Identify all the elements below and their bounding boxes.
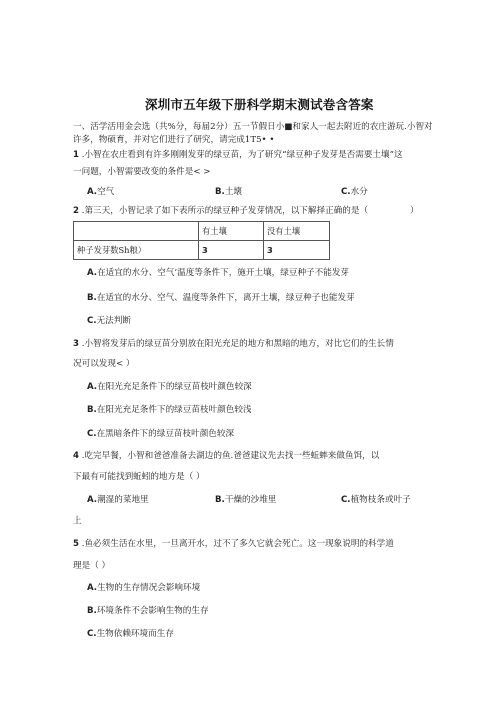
section-intro-line: 许多，物硕育，并对它们进行了研究，请完成1T5• • xyxy=(73,135,275,145)
option-letter: B. xyxy=(215,495,225,505)
page-title: 深圳市五年级下册科学期末测试卷含答案 xyxy=(145,97,374,112)
option-b xyxy=(87,292,355,304)
option-b xyxy=(215,494,276,506)
option-text: 土壊 xyxy=(224,187,243,197)
table-cell: 3 xyxy=(264,241,330,260)
question-text: .吃完早餐，小智和爸爸准备去湖边的鱼.爸爸建议先去找一些蚯蟀来做鱼饵，以 xyxy=(81,451,380,461)
question-number: 4 xyxy=(73,451,79,461)
germination-table xyxy=(73,221,330,260)
table-header-cell: 没有土壤 xyxy=(264,222,330,241)
question-2-stem xyxy=(73,205,368,217)
question-5-stem-line2: 理是（ ） xyxy=(73,561,111,571)
option-letter: B. xyxy=(215,187,225,197)
question-text: .第三天，小智记录了如下表所示的绿豆种子发芽情况，以下解择正确的是（ xyxy=(81,206,369,216)
option-text: 无法判断 xyxy=(96,316,131,326)
option-letter: A. xyxy=(87,382,98,392)
question-number: 5 xyxy=(73,539,79,549)
option-a xyxy=(87,494,149,506)
option-text: 在阳光充足条件下的绿豆苗枝叶颜色较深 xyxy=(97,382,252,392)
table-header-cell: 有土壤 xyxy=(199,222,264,241)
option-c xyxy=(341,494,411,506)
option-a xyxy=(87,381,252,393)
option-letter: A. xyxy=(87,583,98,593)
option-b xyxy=(87,605,209,617)
option-letter: C. xyxy=(87,429,97,439)
table-header-cell xyxy=(74,222,199,241)
option-letter: B. xyxy=(87,405,97,415)
section-intro-line: 一、活学活用金会选（共%分，每届2分）五一节假日小■和家人一起去附近的农庄游玩.小智对 xyxy=(73,122,433,132)
answer-paren-close: ） xyxy=(410,206,419,216)
option-text: 在适宜的水分、空气’温度等条件下，施开土壤，绿豆种子不能发芽 xyxy=(97,268,350,278)
option-letter: C. xyxy=(341,495,351,505)
table-cell: 3 xyxy=(199,241,264,260)
option-c xyxy=(341,186,368,198)
question-4-stem-line2: 下最有可能找到蚯蚓的地方是（ ） xyxy=(73,472,205,482)
question-3-stem xyxy=(73,338,394,350)
question-number: 1 xyxy=(73,150,79,160)
question-3-stem-line2: 况可以发现< ） xyxy=(73,359,135,369)
question-text: .小智在农庄看到有许多刚刚发芽的绿豆苗，为了研究“绿豆种子发芽是否需要土壤”这 xyxy=(81,150,403,160)
option-letter: A. xyxy=(87,495,98,505)
question-text: .鱼必须生活在水里，一旦离开水，过不了多久它就会死亡。这一现象说明的科学道 xyxy=(81,539,394,549)
option-letter: C. xyxy=(341,187,351,197)
option-b xyxy=(215,186,242,198)
option-a xyxy=(87,267,349,279)
option-letter: C. xyxy=(87,316,97,326)
question-text: .小智将发芽后的绿豆苗分别放在阳光充足的地方和黑暗的地方，对比它们的生长情 xyxy=(81,339,394,349)
option-text: 在黑暗条件下的绿豆苗枝叶颜色较深 xyxy=(96,429,235,439)
option-text: 水分 xyxy=(350,187,368,197)
option-text: 植物枝条或叶子 xyxy=(350,495,411,505)
question-4-stem xyxy=(73,450,379,462)
option-a xyxy=(87,582,200,594)
option-text: 生物依赖环境而生存 xyxy=(96,629,174,639)
option-text: 在阳光充足条件下的绿豆苗枝叶颜色较浅 xyxy=(96,405,252,415)
question-number: 2 xyxy=(73,206,79,216)
question-number: 3 xyxy=(73,339,79,349)
option-text: 生物的生存情况会影响环境 xyxy=(97,583,201,593)
option-text: 空气 xyxy=(97,187,115,197)
option-c xyxy=(87,315,131,327)
option-text: 干燥的沙堆里 xyxy=(224,495,277,505)
option-letter: A. xyxy=(87,268,98,278)
question-1-stem-line2: 一问题，小智需要改变的条件是< > xyxy=(73,167,211,177)
option-text: 环境条件不会影响生物的生存 xyxy=(96,606,209,616)
option-letter: B. xyxy=(87,606,97,616)
table-header-row xyxy=(74,222,330,241)
option-a xyxy=(87,186,114,198)
table-row xyxy=(74,241,330,260)
option-c xyxy=(87,428,234,440)
option-letter: A. xyxy=(87,187,98,197)
option-c-wrap: 上 xyxy=(73,516,82,526)
table-row-label: 种子发芽数Sh粮） xyxy=(74,241,199,260)
option-text: 潮湿的菜地里 xyxy=(97,495,149,505)
option-letter: C. xyxy=(87,629,97,639)
question-5-stem xyxy=(73,538,394,550)
option-letter: B. xyxy=(87,293,97,303)
option-text: 在适宜的水分、空气、温度等条件下，离开土壤，绿豆种子也能发芽 xyxy=(96,293,355,303)
question-1-stem xyxy=(73,149,403,161)
option-b xyxy=(87,404,252,416)
option-c xyxy=(87,628,174,640)
